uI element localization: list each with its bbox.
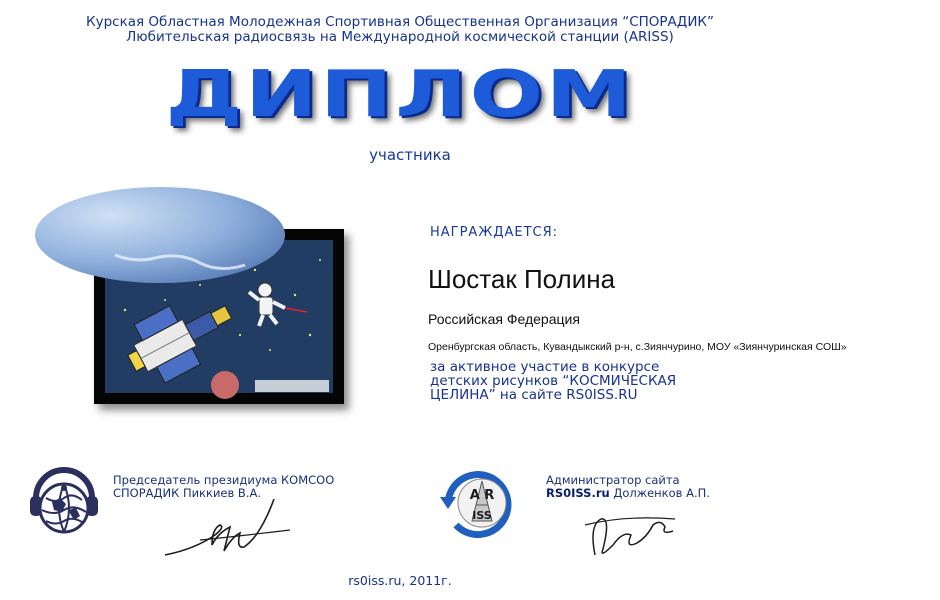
chair-signature (160, 495, 310, 565)
footer-site-year: rs0iss.ru, 2011г. (348, 573, 452, 588)
award-reason-line: ЦЕЛИНА” на сайте RS0ISS.RU (430, 387, 638, 403)
sporadik-globe-logo (24, 458, 104, 538)
organization-subtitle: Любительская радиосвязь на Международной космической станции (ARISS) (126, 29, 674, 45)
space-station-drawing (105, 240, 333, 393)
admin-title: Администратор сайта (546, 473, 680, 487)
chair-title: Председатель президиума КОМСОО (113, 473, 335, 487)
organization-name: Курская Областная Молодежная Спортивная Общественная Организация “СПОРАДИК” (86, 14, 714, 30)
awarded-label: НАГРАЖДАЕТСЯ: (430, 225, 559, 240)
ariss-logo (432, 463, 524, 543)
admin-signature (575, 497, 695, 567)
admin-name: Долженков А.П. (609, 486, 710, 500)
recipient-name: Шостак Полина (428, 264, 616, 294)
award-reason-line: детских рисунков “КОСМИЧЕСКАЯ (430, 373, 677, 389)
participant-label: участника (369, 146, 451, 164)
ariss-logo-iss: ISS (472, 509, 492, 522)
ariss-logo-letters: A R (469, 488, 495, 503)
award-reason-line: за активное участие в конкурсе (430, 359, 660, 375)
award-reason (430, 360, 790, 402)
admin-site: RS0ISS.ru (546, 486, 610, 500)
recipient-country: Российская Федерация (428, 311, 580, 327)
drawing-frame (94, 229, 344, 404)
chair-name: СПОРАДИК Пиккиев В.А. (113, 486, 262, 500)
recipient-address: Оренбургская область, Кувандыкский р-н, с.Зиянчурино, МОУ «Зиянчуринская СОШ» (428, 341, 847, 353)
diploma-title: ДИПЛОМ (165, 58, 635, 132)
